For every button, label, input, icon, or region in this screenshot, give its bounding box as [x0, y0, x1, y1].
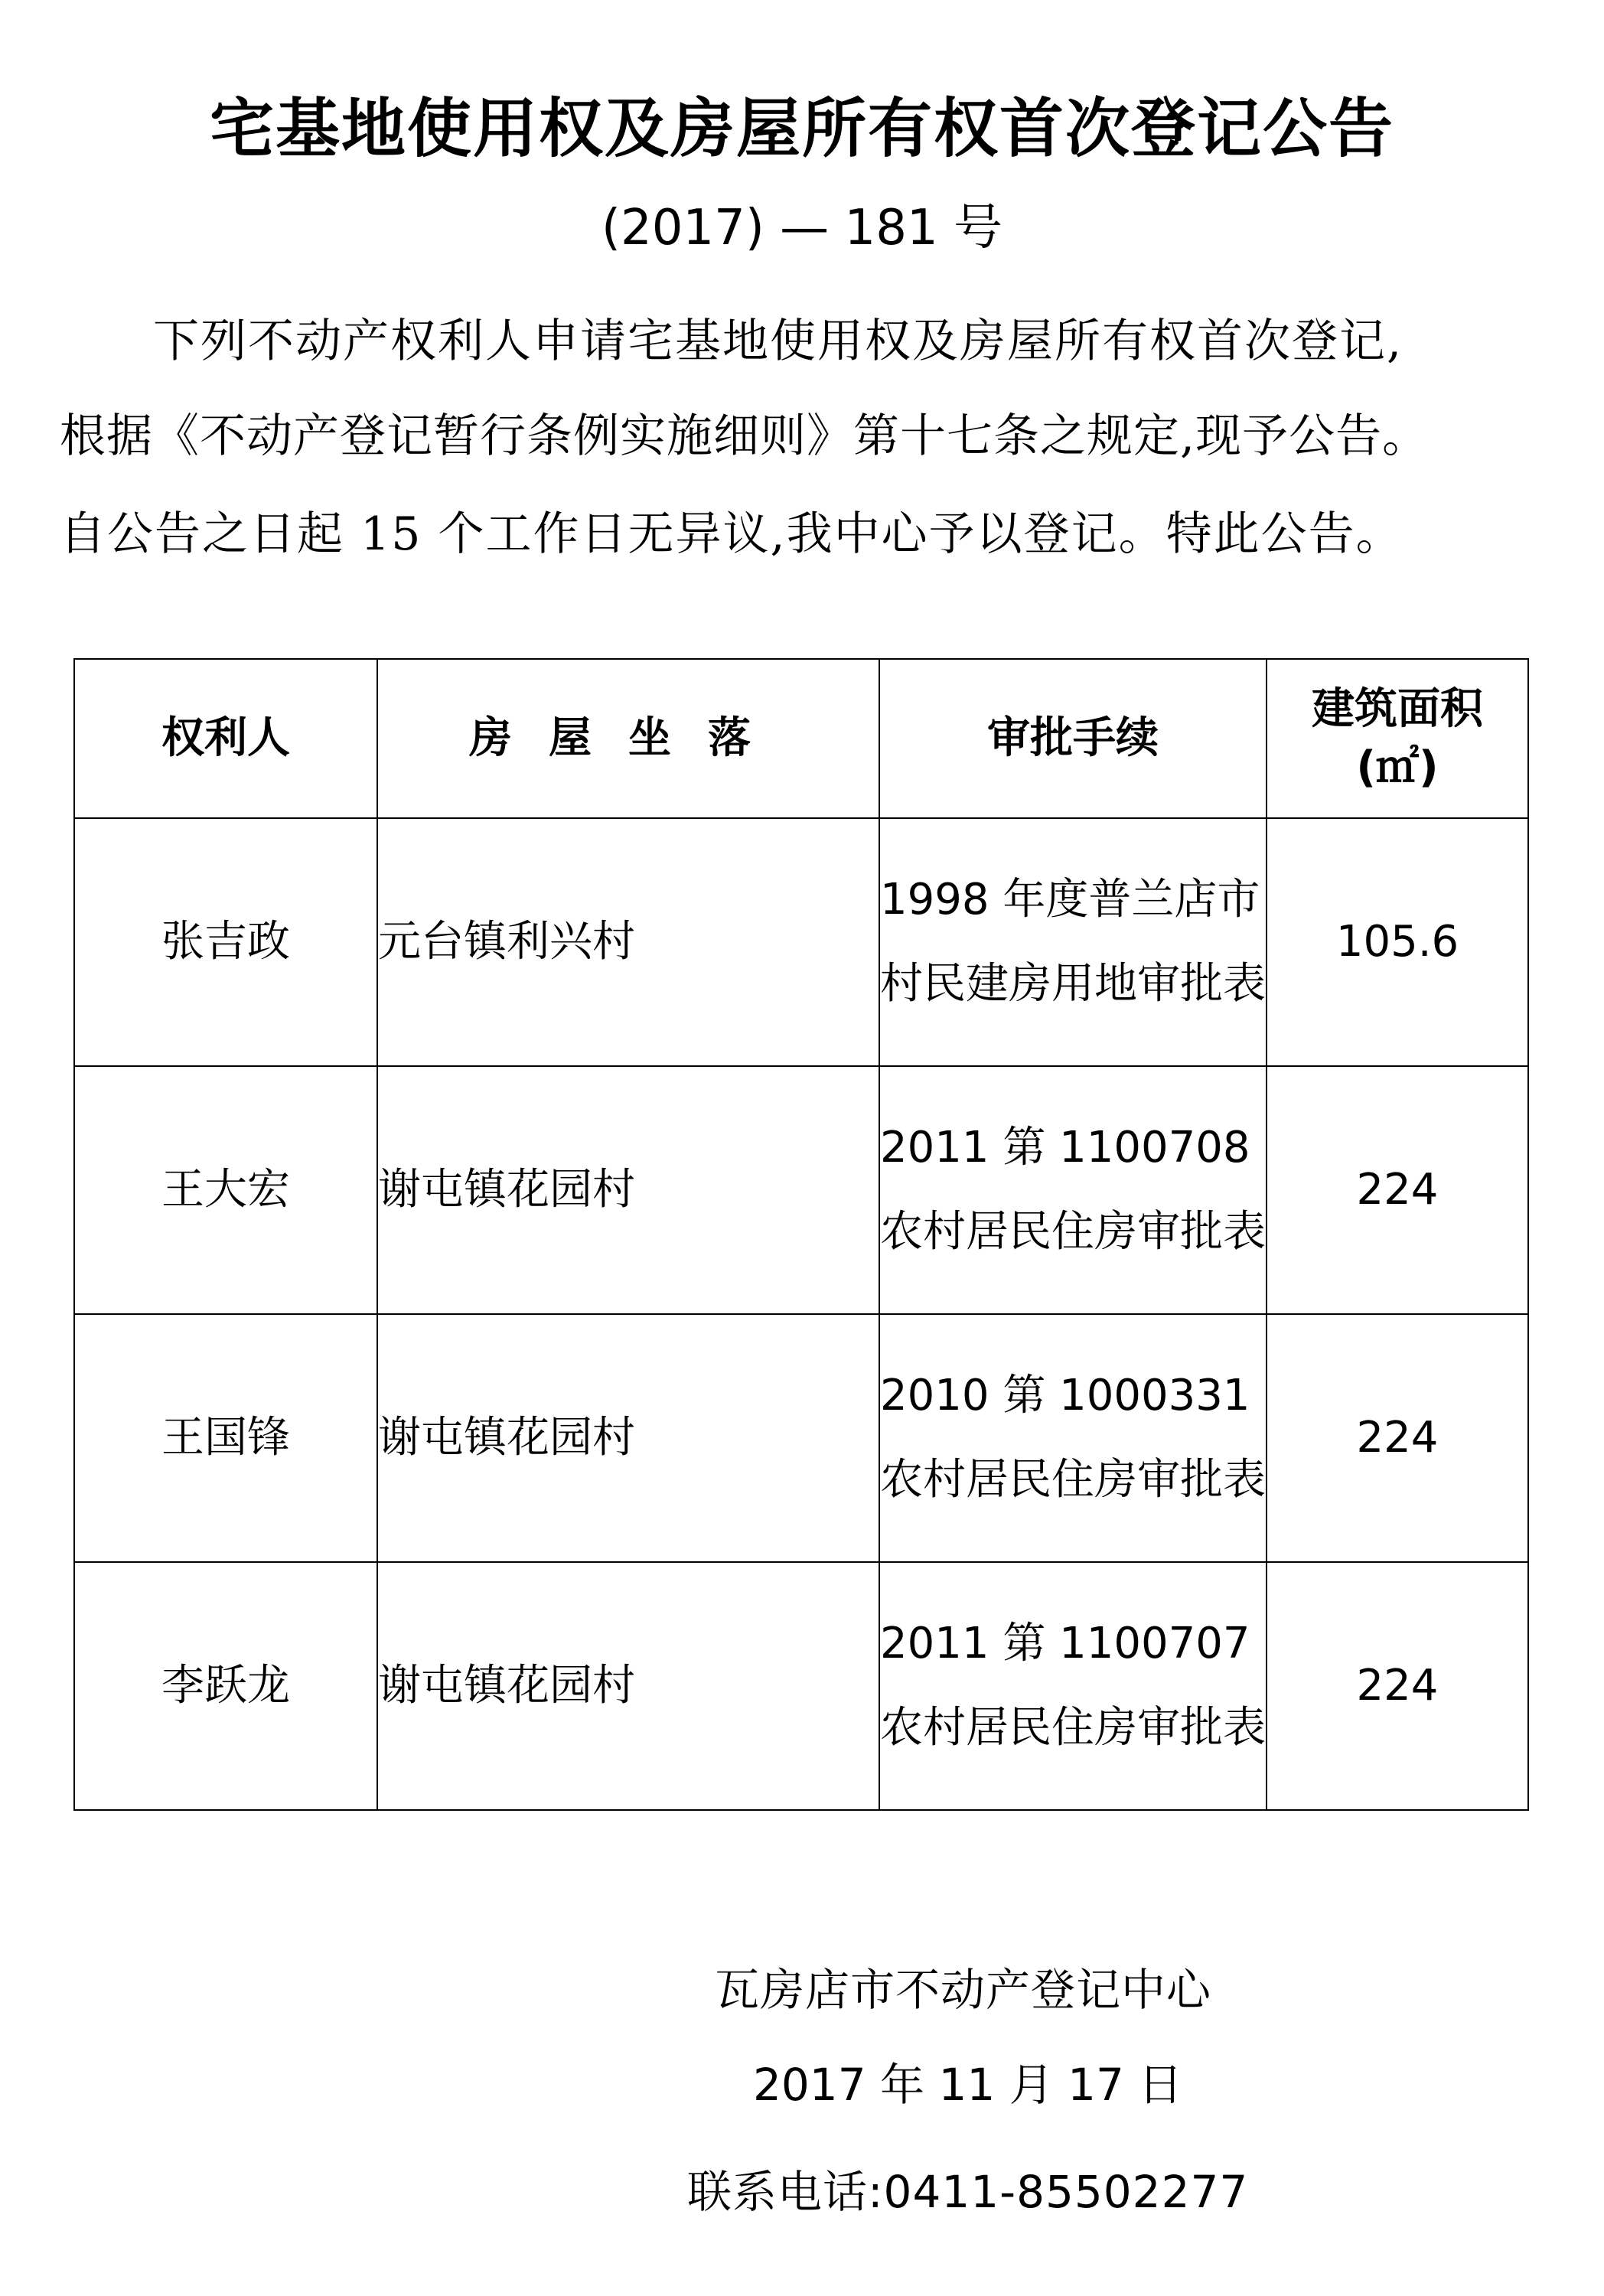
issuing-organization: 瓦房店市不动产登记中心: [715, 1964, 1212, 2016]
intro-line-1: 下列不动产权利人申请宅基地使用权及房屋所有权首次登记,: [153, 315, 1404, 368]
cell-holder: 王国锋: [74, 1314, 377, 1562]
table-row: [74, 1066, 1528, 1314]
issue-date: 2017 年 11 月 17 日: [753, 2059, 1183, 2111]
cell-holder: 张吉政: [74, 818, 377, 1066]
table-row: [74, 1314, 1528, 1562]
cell-location: 谢屯镇花园村: [377, 1066, 879, 1314]
header-area: [1267, 659, 1528, 818]
cell-holder: 王大宏: [74, 1066, 377, 1314]
header-holder: 权利人: [74, 659, 377, 818]
cell-area: 224: [1267, 1562, 1528, 1810]
cell-approval: 2010 第 1000331 农村居民住房审批表: [879, 1314, 1267, 1562]
document-number: (2017) — 181 号: [602, 200, 1002, 256]
cell-area: 105.6: [1267, 818, 1528, 1066]
cell-area: 224: [1267, 1066, 1528, 1314]
cell-location: 谢屯镇花园村: [377, 1562, 879, 1810]
table-header-row: [74, 659, 1528, 818]
registration-table: [73, 658, 1529, 1811]
table-row: [74, 818, 1528, 1066]
cell-approval: 2011 第 1100707 农村居民住房审批表: [879, 1562, 1267, 1810]
cell-area: 224: [1267, 1314, 1528, 1562]
intro-line-2: 根据《不动产登记暂行条例实施细则》第十七条之规定,现予公告。: [60, 409, 1430, 463]
header-area-label: 建筑面积(㎡): [1312, 684, 1483, 792]
document-title: 宅基地使用权及房屋所有权首次登记公告: [209, 91, 1394, 166]
header-approval: 审批手续: [879, 659, 1267, 818]
cell-approval: 2011 第 1100708 农村居民住房审批表: [879, 1066, 1267, 1314]
intro-line-3: 自公告之日起 15 个工作日无异议,我中心予以登记。特此公告。: [60, 507, 1404, 561]
header-location: [377, 659, 879, 818]
header-location-label: 房屋坐落: [469, 713, 787, 763]
cell-holder: 李跃龙: [74, 1562, 377, 1810]
table-row: [74, 1562, 1528, 1810]
cell-location: 谢屯镇花园村: [377, 1314, 879, 1562]
cell-location: 元台镇利兴村: [377, 818, 879, 1066]
contact-phone: 联系电话:0411-85502277: [687, 2166, 1249, 2218]
cell-approval: 1998 年度普兰店市村民建房用地审批表: [879, 818, 1267, 1066]
